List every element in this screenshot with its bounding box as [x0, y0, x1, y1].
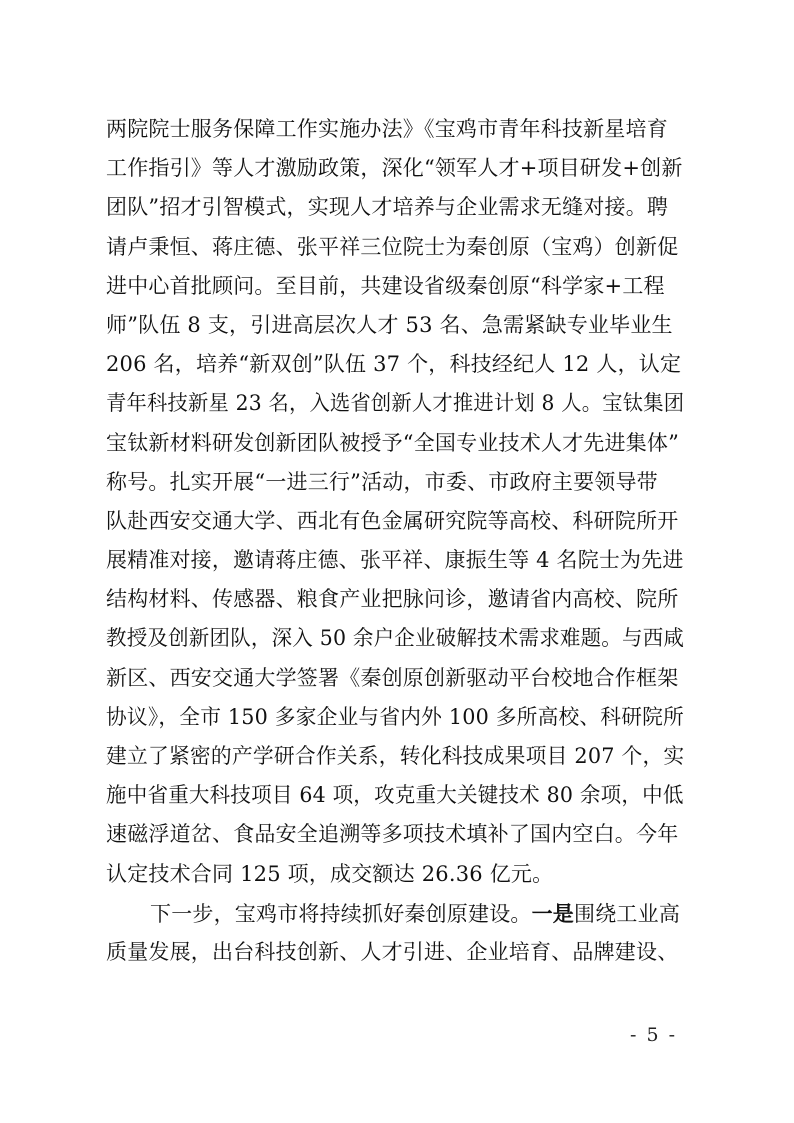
text-line: 206 名，培养“新双创”队伍 37 个，科技经纪人 12 人，认定	[106, 352, 682, 377]
text-line: 教授及创新团队，深入 50 余户企业破解技术需求难题。与西咸	[106, 626, 685, 651]
text-line: 展精准对接，邀请蒋庄德、张平祥、康振生等 4 名院士为先进	[106, 548, 684, 573]
text-line: 协议》，全市 150 多家企业与省内外 100 多所高校、科研院所	[106, 704, 684, 729]
text-line: 结构材料、传感器、粮食产业把脉问诊，邀请省内高校、院所	[106, 587, 679, 612]
text-line: 队赴西安交通大学、西北有色金属研究院等高校、科研院所开	[106, 508, 679, 533]
text-line: 质量发展，出台科技创新、人才引进、企业培育、品牌建设、	[106, 939, 679, 964]
text-line: 认定技术合同 125 项，成交额达 26.36 亿元。	[106, 861, 554, 886]
document-body	[106, 110, 684, 972]
paragraph-2-first-line	[106, 894, 684, 933]
text-span: 下一步，宝鸡市将持续抓好秦创原建设。	[150, 901, 532, 926]
text-line: 进中心首批顾问。至目前，共建设省级秦创原“科学家+工程	[106, 273, 665, 298]
text-line: 施中省重大科技项目 64 项，攻克重大关键技术 80 余项，中低	[106, 783, 684, 808]
text-line: 请卢秉恒、蒋庄德、张平祥三位院士为秦创原（宝鸡）创新促	[106, 234, 679, 259]
text-line: 建立了紧密的产学研合作关系，转化科技成果项目 207 个，实	[106, 744, 685, 768]
text-line: 师”队伍 8 支，引进高层次人才 53 名、急需紧缺专业毕业生	[106, 312, 673, 337]
text-line: 工作指引》等人才激励政策，深化“领军人才+项目研发+创新	[106, 156, 683, 181]
text-line: 两院院士服务保障工作实施办法》《宝鸡市青年科技新星培育	[106, 117, 668, 141]
text-line: 速磁浮道岔、食品安全追溯等多项技术填补了国内空白。今年	[106, 822, 679, 847]
text-line: 宝钛新材料研发创新团队被授予“全国专业技术人才先进集体”	[106, 430, 680, 455]
text-line: 青年科技新星 23 名，入选省创新人才推进计划 8 人。宝钛集团	[106, 391, 685, 416]
text-line: 团队”招才引智模式，实现人才培养与企业需求无缝对接。聘	[106, 195, 669, 220]
text-line: 新区、西安交通大学签署《秦创原创新驱动平台校地合作框架	[106, 665, 679, 690]
bold-marker: 一是	[531, 900, 575, 926]
text-span: 围绕工业高	[574, 901, 681, 926]
text-line: 称号。扎实开展“一进三行”活动，市委、市政府主要领导带	[106, 469, 658, 494]
page-number: - 5 -	[630, 1024, 678, 1046]
